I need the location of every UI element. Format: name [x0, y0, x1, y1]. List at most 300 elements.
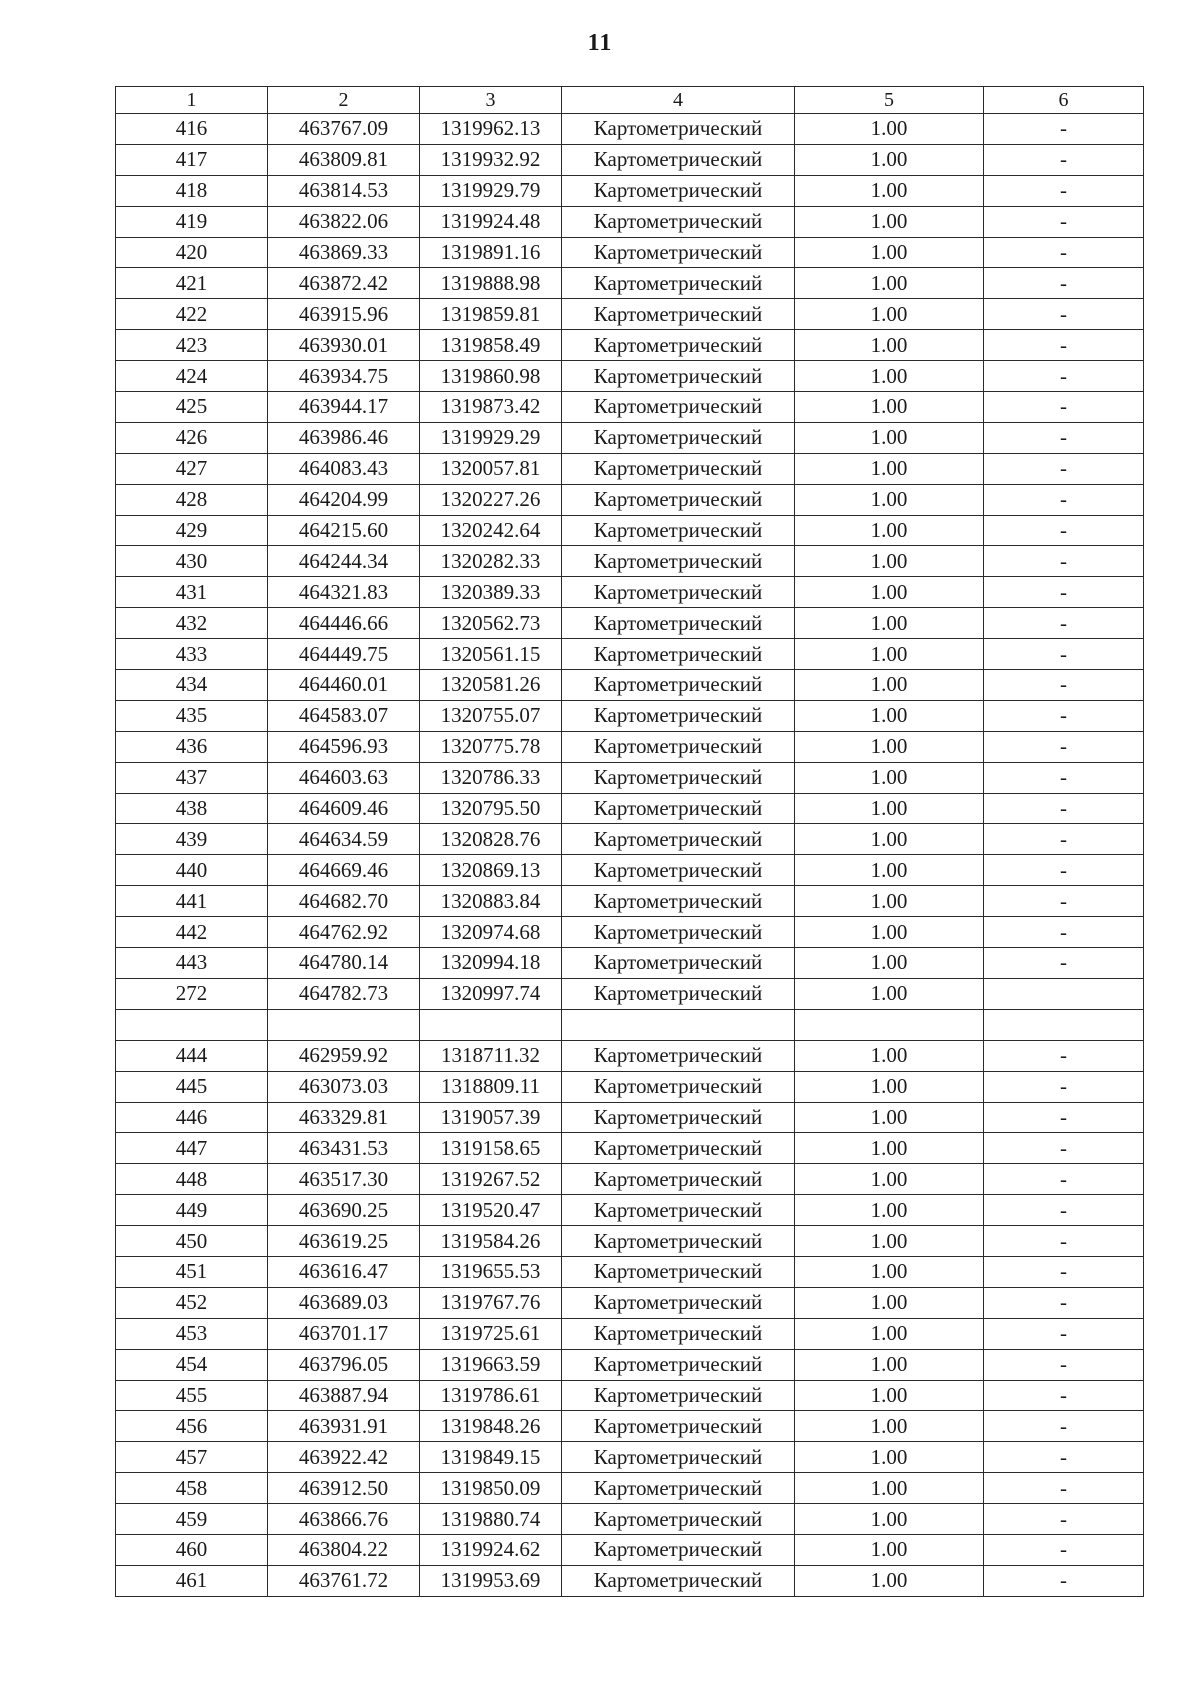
table-cell-col-1: 425 [116, 392, 268, 423]
table-cell-col-2: 463944.17 [268, 392, 420, 423]
table-cell-col-3: 1319158.65 [420, 1133, 562, 1164]
table-cell-col-5: 1.00 [795, 1473, 984, 1504]
table-cell-col-2: 463934.75 [268, 361, 420, 392]
table-cell-col-3: 1320869.13 [420, 855, 562, 886]
table-cell-col-5: 1.00 [795, 1040, 984, 1071]
table-cell-col-3: 1319880.74 [420, 1504, 562, 1535]
table-cell-col-3: 1320795.50 [420, 793, 562, 824]
table-cell-col-1: 456 [116, 1411, 268, 1442]
table-cell-col-2: 463912.50 [268, 1473, 420, 1504]
table-cell-col-6: - [984, 361, 1144, 392]
table-cell-col-4: Картометрический [562, 144, 795, 175]
table-cell-col-5: 1.00 [795, 793, 984, 824]
table-cell-col-3: 1319888.98 [420, 268, 562, 299]
table-cell-col-6: - [984, 1565, 1144, 1596]
table-cell-col-4: Картометрический [562, 206, 795, 237]
table-row [116, 855, 1144, 886]
table-cell-col-5: 1.00 [795, 361, 984, 392]
table-cell-col-4: Картометрический [562, 1195, 795, 1226]
table-cell-col-6: - [984, 1473, 1144, 1504]
table-cell-col-4: Картометрический [562, 299, 795, 330]
table-cell-col-4: Картометрический [562, 886, 795, 917]
table-cell-col-5: 1.00 [795, 1195, 984, 1226]
table-cell-col-5: 1.00 [795, 1256, 984, 1287]
table-cell-col-2: 463930.01 [268, 330, 420, 361]
table-cell-col-4: Картометрический [562, 1473, 795, 1504]
table-row [116, 515, 1144, 546]
table-cell-col-2: 464596.93 [268, 731, 420, 762]
table-cell-col-4: Картометрический [562, 453, 795, 484]
table-cell-col-2: 463073.03 [268, 1071, 420, 1102]
table-cell-col-2 [268, 1009, 420, 1040]
table-cell-col-1: 433 [116, 639, 268, 670]
table-row [116, 824, 1144, 855]
table-cell-col-6: - [984, 1504, 1144, 1535]
table-row [116, 1256, 1144, 1287]
table-cell-col-6: - [984, 639, 1144, 670]
table-row [116, 700, 1144, 731]
table-row [116, 1504, 1144, 1535]
table-cell-col-1: 453 [116, 1318, 268, 1349]
table-cell-col-3: 1320227.26 [420, 484, 562, 515]
table-cell-col-5: 1.00 [795, 1164, 984, 1195]
table-cell-col-6: - [984, 299, 1144, 330]
table-cell-col-1: 430 [116, 546, 268, 577]
table-cell-col-1: 441 [116, 886, 268, 917]
table-cell-col-2: 464603.63 [268, 762, 420, 793]
table-cell-col-5: 1.00 [795, 144, 984, 175]
table-cell-col-6: - [984, 1411, 1144, 1442]
table-cell-col-6: - [984, 546, 1144, 577]
table-cell-col-1: 451 [116, 1256, 268, 1287]
table-cell-col-6: - [984, 175, 1144, 206]
table-cell-col-4: Картометрический [562, 1071, 795, 1102]
table-row [116, 299, 1144, 330]
table-cell-col-6 [984, 978, 1144, 1009]
table-cell-col-1: 432 [116, 608, 268, 639]
table-cell-col-6: - [984, 453, 1144, 484]
table-cell-col-5 [795, 1009, 984, 1040]
table-cell-col-5: 1.00 [795, 824, 984, 855]
table-cell-col-2: 463431.53 [268, 1133, 420, 1164]
table-cell-col-2: 463822.06 [268, 206, 420, 237]
table-cell-col-4: Картометрический [562, 1164, 795, 1195]
table-cell-col-1: 461 [116, 1565, 268, 1596]
table-cell-col-5: 1.00 [795, 670, 984, 701]
table-row [116, 1287, 1144, 1318]
table-cell-col-4: Картометрический [562, 1442, 795, 1473]
table-cell-col-4: Картометрический [562, 330, 795, 361]
table-row [116, 114, 1144, 145]
table-cell-col-4: Картометрический [562, 1102, 795, 1133]
table-cell-col-6: - [984, 1380, 1144, 1411]
table-cell-col-6: - [984, 1442, 1144, 1473]
table-cell-col-3: 1320828.76 [420, 824, 562, 855]
table-cell-col-1: 458 [116, 1473, 268, 1504]
table-cell-col-2: 463767.09 [268, 114, 420, 145]
table-cell-col-1: 440 [116, 855, 268, 886]
table-cell-col-3: 1319929.29 [420, 422, 562, 453]
table-cell-col-3: 1319929.79 [420, 175, 562, 206]
table-cell-col-2: 464583.07 [268, 700, 420, 731]
table-cell-col-5: 1.00 [795, 515, 984, 546]
table-row [116, 1009, 1144, 1040]
table-cell-col-2: 464244.34 [268, 546, 420, 577]
table-row [116, 1040, 1144, 1071]
table-row [116, 1380, 1144, 1411]
table-cell-col-4: Картометрический [562, 1504, 795, 1535]
table-cell-col-3 [420, 1009, 562, 1040]
table-cell-col-4: Картометрический [562, 268, 795, 299]
table-cell-col-3: 1320389.33 [420, 577, 562, 608]
table-cell-col-3: 1319057.39 [420, 1102, 562, 1133]
table-cell-col-1: 442 [116, 917, 268, 948]
table-cell-col-3: 1319953.69 [420, 1565, 562, 1596]
table-cell-col-3: 1319924.62 [420, 1534, 562, 1565]
table-cell-col-4: Картометрический [562, 762, 795, 793]
table-cell-col-1: 454 [116, 1349, 268, 1380]
table-cell-col-5: 1.00 [795, 1226, 984, 1257]
table-cell-col-3: 1320974.68 [420, 917, 562, 948]
table-cell-col-2: 463915.96 [268, 299, 420, 330]
table-cell-col-2: 463689.03 [268, 1287, 420, 1318]
table-cell-col-4: Картометрический [562, 639, 795, 670]
table-row [116, 392, 1144, 423]
table-cell-col-6: - [984, 670, 1144, 701]
table-cell-col-5: 1.00 [795, 886, 984, 917]
table-cell-col-3: 1320562.73 [420, 608, 562, 639]
table-cell-col-1: 460 [116, 1534, 268, 1565]
table-cell-col-4: Картометрический [562, 608, 795, 639]
table-cell-col-5: 1.00 [795, 237, 984, 268]
table-cell-col-4: Картометрический [562, 1318, 795, 1349]
table-cell-col-4: Картометрический [562, 824, 795, 855]
table-cell-col-5: 1.00 [795, 700, 984, 731]
table-cell-col-1: 459 [116, 1504, 268, 1535]
table-cell-col-3: 1319767.76 [420, 1287, 562, 1318]
table-cell-col-5: 1.00 [795, 731, 984, 762]
table-cell-col-6: - [984, 1195, 1144, 1226]
table-cell-col-6: - [984, 886, 1144, 917]
table-cell-col-3: 1320786.33 [420, 762, 562, 793]
table-cell-col-4: Картометрический [562, 1534, 795, 1565]
table-cell-col-3: 1320755.07 [420, 700, 562, 731]
table-cell-col-3: 1320775.78 [420, 731, 562, 762]
table-cell-col-3: 1319663.59 [420, 1349, 562, 1380]
table-cell-col-6: - [984, 1164, 1144, 1195]
table-row [116, 1565, 1144, 1596]
table-cell-col-2: 464083.43 [268, 453, 420, 484]
table-cell-col-2: 463619.25 [268, 1226, 420, 1257]
table-row [116, 268, 1144, 299]
table-cell-col-4: Картометрический [562, 546, 795, 577]
table-cell-col-4: Картометрический [562, 237, 795, 268]
table-cell-col-2: 463809.81 [268, 144, 420, 175]
table-cell-col-3: 1319725.61 [420, 1318, 562, 1349]
table-cell-col-1: 457 [116, 1442, 268, 1473]
table-cell-col-1: 443 [116, 948, 268, 979]
table-row [116, 793, 1144, 824]
table-cell-col-5: 1.00 [795, 330, 984, 361]
table-row [116, 546, 1144, 577]
table-cell-col-6: - [984, 268, 1144, 299]
table-cell-col-4: Картометрический [562, 114, 795, 145]
table-cell-col-1: 416 [116, 114, 268, 145]
table-cell-col-6: - [984, 700, 1144, 731]
table-cell-col-4: Картометрический [562, 1565, 795, 1596]
table-cell-col-6: - [984, 1102, 1144, 1133]
table-cell-col-5: 1.00 [795, 484, 984, 515]
table-row [116, 577, 1144, 608]
header-cell-col-2: 2 [268, 87, 420, 114]
header-cell-col-1: 1 [116, 87, 268, 114]
table-cell-col-2: 464204.99 [268, 484, 420, 515]
table-row [116, 608, 1144, 639]
table-cell-col-2: 463866.76 [268, 1504, 420, 1535]
table-cell-col-1: 419 [116, 206, 268, 237]
table-cell-col-3: 1320561.15 [420, 639, 562, 670]
table-cell-col-4: Картометрический [562, 855, 795, 886]
table-cell-col-5: 1.00 [795, 608, 984, 639]
table-cell-col-1: 450 [116, 1226, 268, 1257]
table-row [116, 361, 1144, 392]
table-cell-col-6 [984, 1009, 1144, 1040]
table-cell-col-6: - [984, 1256, 1144, 1287]
table-row [116, 484, 1144, 515]
table-cell-col-6: - [984, 237, 1144, 268]
table-cell-col-1: 418 [116, 175, 268, 206]
table-cell-col-3: 1319932.92 [420, 144, 562, 175]
table-cell-col-5: 1.00 [795, 422, 984, 453]
table-cell-col-3: 1320883.84 [420, 886, 562, 917]
table-cell-col-6: - [984, 1318, 1144, 1349]
table-cell-col-1: 423 [116, 330, 268, 361]
table-cell-col-5: 1.00 [795, 639, 984, 670]
table-cell-col-3: 1320057.81 [420, 453, 562, 484]
table-cell-col-5: 1.00 [795, 392, 984, 423]
table-cell-col-2: 463869.33 [268, 237, 420, 268]
table-cell-col-2: 464780.14 [268, 948, 420, 979]
table-cell-col-5: 1.00 [795, 299, 984, 330]
table-cell-col-1: 272 [116, 978, 268, 1009]
table-cell-col-3: 1319267.52 [420, 1164, 562, 1195]
table-cell-col-1: 445 [116, 1071, 268, 1102]
table-cell-col-3: 1319860.98 [420, 361, 562, 392]
table-cell-col-1: 417 [116, 144, 268, 175]
table-cell-col-2: 463931.91 [268, 1411, 420, 1442]
table-cell-col-3: 1320282.33 [420, 546, 562, 577]
table-cell-col-3: 1320242.64 [420, 515, 562, 546]
table-row [116, 762, 1144, 793]
table-cell-col-2: 463922.42 [268, 1442, 420, 1473]
table-cell-col-3: 1319655.53 [420, 1256, 562, 1287]
table-cell-col-4: Картометрический [562, 1380, 795, 1411]
table-cell-col-4: Картометрический [562, 670, 795, 701]
page-number: 11 [587, 30, 613, 56]
table-cell-col-4: Картометрический [562, 1226, 795, 1257]
table-cell-col-2: 464215.60 [268, 515, 420, 546]
table-cell-col-6: - [984, 731, 1144, 762]
table-cell-col-1: 455 [116, 1380, 268, 1411]
table-cell-col-1: 428 [116, 484, 268, 515]
table-cell-col-3: 1320581.26 [420, 670, 562, 701]
table-cell-col-4: Картометрический [562, 917, 795, 948]
table-cell-col-6: - [984, 1287, 1144, 1318]
table-cell-col-5: 1.00 [795, 1133, 984, 1164]
table-cell-col-2: 464609.46 [268, 793, 420, 824]
table-cell-col-1: 421 [116, 268, 268, 299]
table-row [116, 948, 1144, 979]
table-cell-col-5: 1.00 [795, 1565, 984, 1596]
table-cell-col-5: 1.00 [795, 1318, 984, 1349]
table-cell-col-3: 1318711.32 [420, 1040, 562, 1071]
table-cell-col-6: - [984, 577, 1144, 608]
table-cell-col-3: 1319848.26 [420, 1411, 562, 1442]
table-cell-col-1: 449 [116, 1195, 268, 1226]
table-cell-col-2: 464449.75 [268, 639, 420, 670]
table-cell-col-1: 434 [116, 670, 268, 701]
table-cell-col-5: 1.00 [795, 948, 984, 979]
table-cell-col-5: 1.00 [795, 114, 984, 145]
table-cell-col-5: 1.00 [795, 546, 984, 577]
table-cell-col-1: 435 [116, 700, 268, 731]
table-row [116, 1071, 1144, 1102]
table-cell-col-6: - [984, 144, 1144, 175]
table-cell-col-4: Картометрический [562, 1256, 795, 1287]
table-row [116, 670, 1144, 701]
table-row [116, 1164, 1144, 1195]
table-row [116, 731, 1144, 762]
table-cell-col-4: Картометрический [562, 577, 795, 608]
table-cell-col-6: - [984, 762, 1144, 793]
table-cell-col-2: 464762.92 [268, 917, 420, 948]
table-cell-col-3: 1319850.09 [420, 1473, 562, 1504]
table-cell-col-3: 1319584.26 [420, 1226, 562, 1257]
table-cell-col-6: - [984, 793, 1144, 824]
table-row [116, 978, 1144, 1009]
table-cell-col-2: 462959.92 [268, 1040, 420, 1071]
table-cell-col-3: 1320994.18 [420, 948, 562, 979]
table-cell-col-6: - [984, 484, 1144, 515]
table-cell-col-1: 436 [116, 731, 268, 762]
table-cell-col-4: Картометрический [562, 1287, 795, 1318]
table-cell-col-5: 1.00 [795, 175, 984, 206]
table-row [116, 144, 1144, 175]
table-cell-col-5: 1.00 [795, 1380, 984, 1411]
table-cell-col-2: 463701.17 [268, 1318, 420, 1349]
table-cell-col-1: 438 [116, 793, 268, 824]
table-cell-col-6: - [984, 855, 1144, 886]
table-cell-col-1: 444 [116, 1040, 268, 1071]
table-cell-col-4: Картометрический [562, 515, 795, 546]
table-body [116, 114, 1144, 1597]
table-cell-col-4: Картометрический [562, 392, 795, 423]
table-cell-col-2: 463690.25 [268, 1195, 420, 1226]
table-cell-col-2: 463887.94 [268, 1380, 420, 1411]
table-cell-col-2: 464669.46 [268, 855, 420, 886]
table-row [116, 1411, 1144, 1442]
table-cell-col-1 [116, 1009, 268, 1040]
table-cell-col-6: - [984, 917, 1144, 948]
table-cell-col-3: 1319891.16 [420, 237, 562, 268]
table-cell-col-2: 463804.22 [268, 1534, 420, 1565]
table-cell-col-5: 1.00 [795, 453, 984, 484]
table-cell-col-3: 1319520.47 [420, 1195, 562, 1226]
table-cell-col-6: - [984, 206, 1144, 237]
table-cell-col-4: Картометрический [562, 1040, 795, 1071]
table-cell-col-3: 1318809.11 [420, 1071, 562, 1102]
table-cell-col-2: 463796.05 [268, 1349, 420, 1380]
table-cell-col-6: - [984, 1226, 1144, 1257]
table-cell-col-4: Картометрический [562, 1349, 795, 1380]
table-row [116, 175, 1144, 206]
table-cell-col-3: 1319849.15 [420, 1442, 562, 1473]
table-cell-col-1: 448 [116, 1164, 268, 1195]
table-cell-col-4: Картометрический [562, 422, 795, 453]
table-cell-col-4: Картометрический [562, 978, 795, 1009]
table-cell-col-2: 464321.83 [268, 577, 420, 608]
table-cell-col-3: 1319962.13 [420, 114, 562, 145]
table-row [116, 1133, 1144, 1164]
table-cell-col-4: Картометрический [562, 731, 795, 762]
table-cell-col-2: 463761.72 [268, 1565, 420, 1596]
table-cell-col-5: 1.00 [795, 206, 984, 237]
table-row [116, 453, 1144, 484]
table-cell-col-6: - [984, 1071, 1144, 1102]
table-cell-col-1: 424 [116, 361, 268, 392]
coordinates-table [115, 86, 1144, 1597]
table-row [116, 1226, 1144, 1257]
table-cell-col-5: 1.00 [795, 855, 984, 886]
table-cell-col-5: 1.00 [795, 1442, 984, 1473]
table-cell-col-2: 464782.73 [268, 978, 420, 1009]
table-cell-col-5: 1.00 [795, 1102, 984, 1133]
table-cell-col-5: 1.00 [795, 917, 984, 948]
table-row [116, 1102, 1144, 1133]
table-cell-col-3: 1319859.81 [420, 299, 562, 330]
table-cell-col-1: 431 [116, 577, 268, 608]
header-row [116, 87, 1144, 114]
table-cell-col-4: Картометрический [562, 361, 795, 392]
header-cell-col-4: 4 [562, 87, 795, 114]
header-cell-col-6: 6 [984, 87, 1144, 114]
table-cell-col-2: 463517.30 [268, 1164, 420, 1195]
table-row [116, 1473, 1144, 1504]
table-cell-col-4: Картометрический [562, 793, 795, 824]
table-cell-col-2: 463986.46 [268, 422, 420, 453]
table-cell-col-4: Картометрический [562, 1411, 795, 1442]
table-row [116, 1318, 1144, 1349]
table-cell-col-2: 464634.59 [268, 824, 420, 855]
table-cell-col-6: - [984, 1534, 1144, 1565]
table-cell-col-1: 437 [116, 762, 268, 793]
table-cell-col-1: 452 [116, 1287, 268, 1318]
table-cell-col-2: 464682.70 [268, 886, 420, 917]
header-cell-col-5: 5 [795, 87, 984, 114]
table-cell-col-6: - [984, 1349, 1144, 1380]
table-row [116, 639, 1144, 670]
table-cell-col-4 [562, 1009, 795, 1040]
table-cell-col-6: - [984, 1133, 1144, 1164]
table-cell-col-4: Картометрический [562, 700, 795, 731]
table-cell-col-6: - [984, 608, 1144, 639]
table-cell-col-2: 463616.47 [268, 1256, 420, 1287]
header-cell-col-3: 3 [420, 87, 562, 114]
table-row [116, 422, 1144, 453]
table-cell-col-2: 464460.01 [268, 670, 420, 701]
table-cell-col-5: 1.00 [795, 1349, 984, 1380]
table-cell-col-1: 422 [116, 299, 268, 330]
